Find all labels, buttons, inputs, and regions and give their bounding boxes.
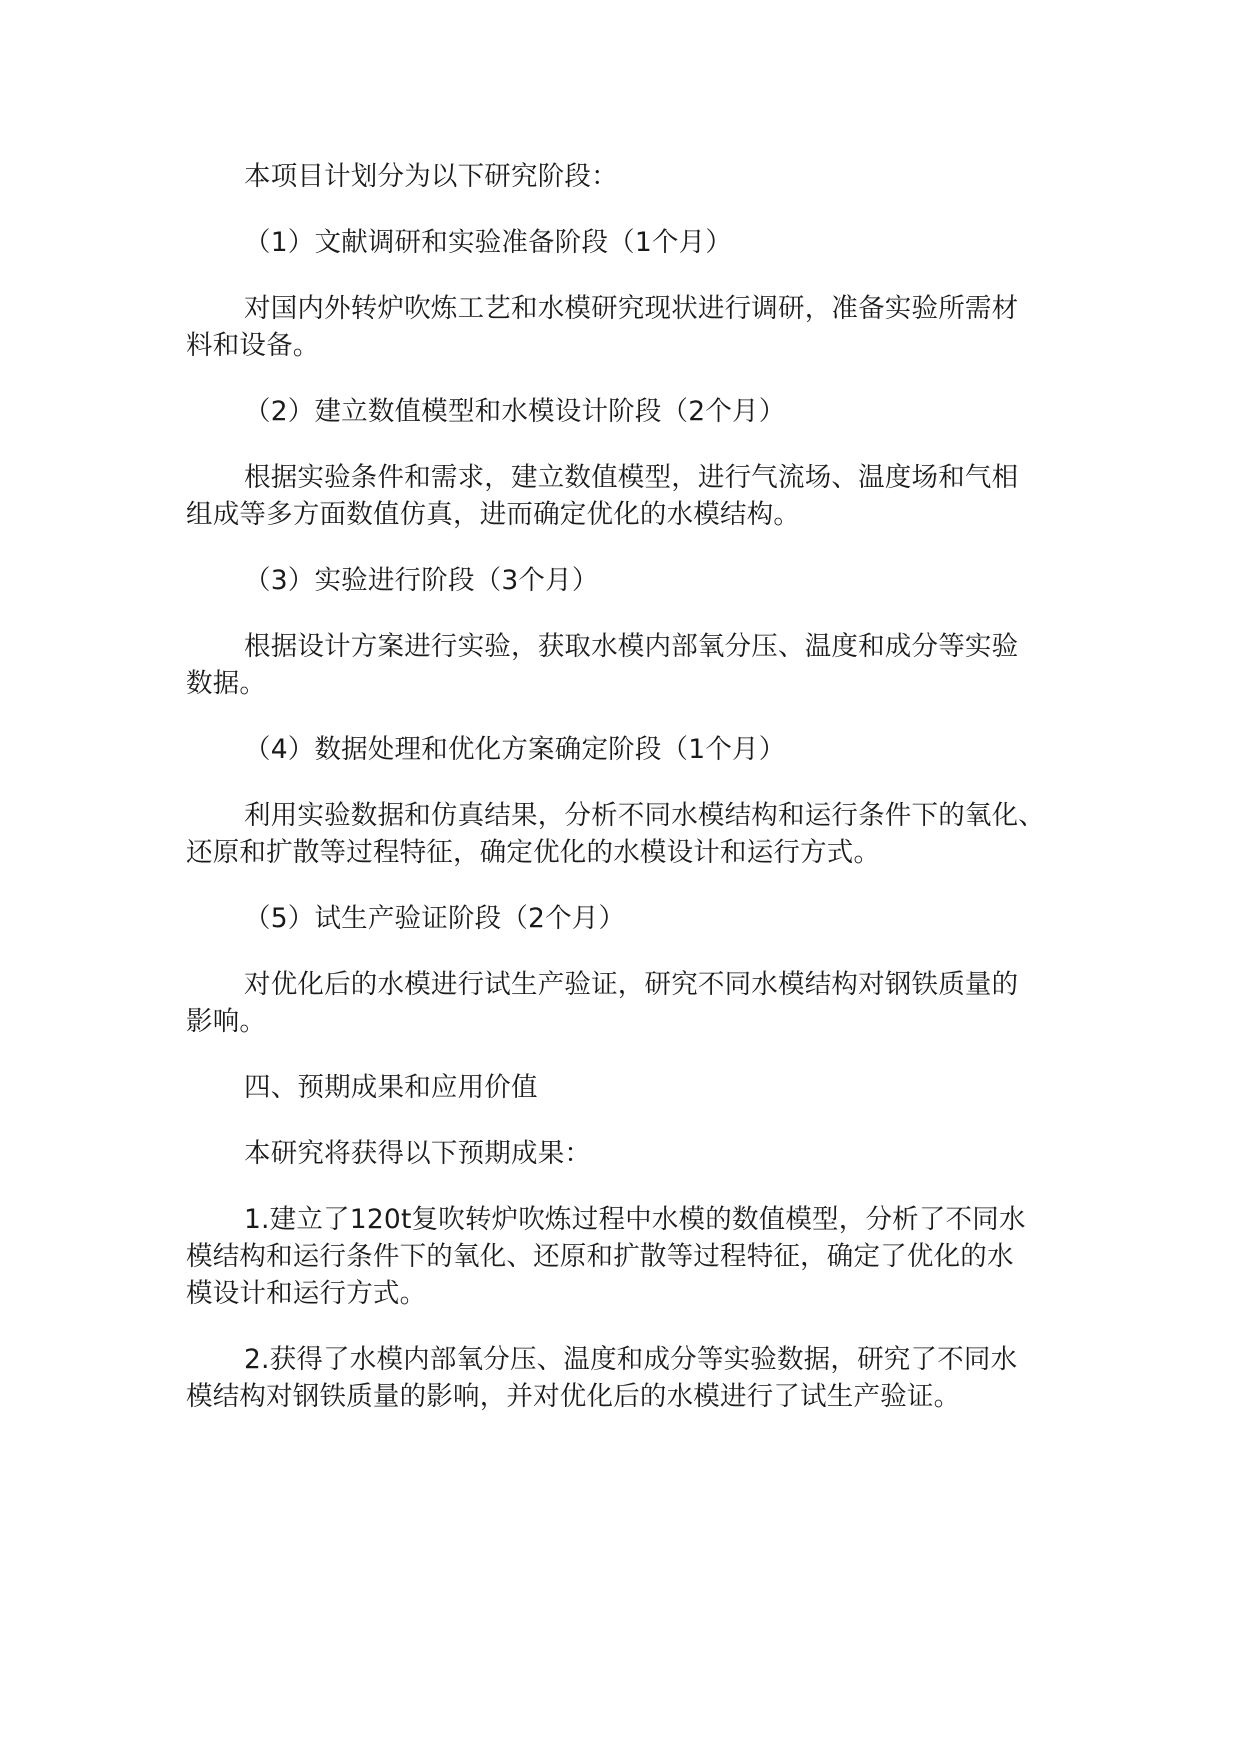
stage1-title: （1）文献调研和实验准备阶段（1个月）	[244, 227, 733, 258]
stage1-body	[186, 290, 1056, 364]
stage2-body-line: 组成等多方面数值仿真，进而确定优化的水模结构。	[186, 499, 801, 530]
stage4-title: （4）数据处理和优化方案确定阶段（1个月）	[244, 734, 786, 765]
stage3-body-line: 根据设计方案进行实验，获取水模内部氧分压、温度和成分等实验	[244, 631, 1019, 662]
outcome1-paragraph	[186, 1201, 1056, 1312]
outcomes-intro: 本研究将获得以下预期成果：	[244, 1138, 592, 1169]
outcome2-paragraph	[186, 1341, 1056, 1415]
stage1-body-line: 料和设备。	[186, 330, 320, 361]
stage2-body-line: 根据实验条件和需求，建立数值模型，进行气流场、温度场和气相	[244, 462, 1019, 493]
section4-heading: 四、预期成果和应用价值	[244, 1072, 538, 1103]
stage4-body	[186, 797, 1056, 871]
stage3-body-line: 数据。	[186, 668, 267, 699]
stage5-body	[186, 966, 1056, 1040]
outcome2-line: 2.获得了水模内部氧分压、温度和成分等实验数据，研究了不同水	[244, 1344, 1018, 1375]
stage1-body-line: 对国内外转炉吹炼工艺和水模研究现状进行调研，准备实验所需材	[244, 293, 1019, 324]
stage5-body-line: 影响。	[186, 1006, 267, 1037]
stage5-body-line: 对优化后的水模进行试生产验证，研究不同水模结构对钢铁质量的	[244, 969, 1019, 1000]
stage5-title: （5）试生产验证阶段（2个月）	[244, 903, 626, 934]
outcome2-line: 模结构对钢铁质量的影响，并对优化后的水模进行了试生产验证。	[186, 1381, 961, 1412]
intro-paragraph: 本项目计划分为以下研究阶段：	[244, 161, 618, 192]
stage4-body-line: 还原和扩散等过程特征，确定优化的水模设计和运行方式。	[186, 837, 881, 868]
stage2-body	[186, 459, 1056, 533]
outcome1-line: 模结构和运行条件下的氧化、还原和扩散等过程特征，确定了优化的水	[186, 1241, 1014, 1272]
document-body	[186, 158, 1056, 1444]
outcome1-line: 1.建立了120t复吹转炉吹炼过程中水模的数值模型，分析了不同水	[244, 1204, 1026, 1235]
stage3-body	[186, 628, 1056, 702]
stage4-body-line: 利用实验数据和仿真结果，分析不同水模结构和运行条件下的氧化、	[244, 800, 1045, 831]
stage2-title: （2）建立数值模型和水模设计阶段（2个月）	[244, 396, 786, 427]
outcome1-line: 模设计和运行方式。	[186, 1278, 427, 1309]
stage3-title: （3）实验进行阶段（3个月）	[244, 565, 599, 596]
